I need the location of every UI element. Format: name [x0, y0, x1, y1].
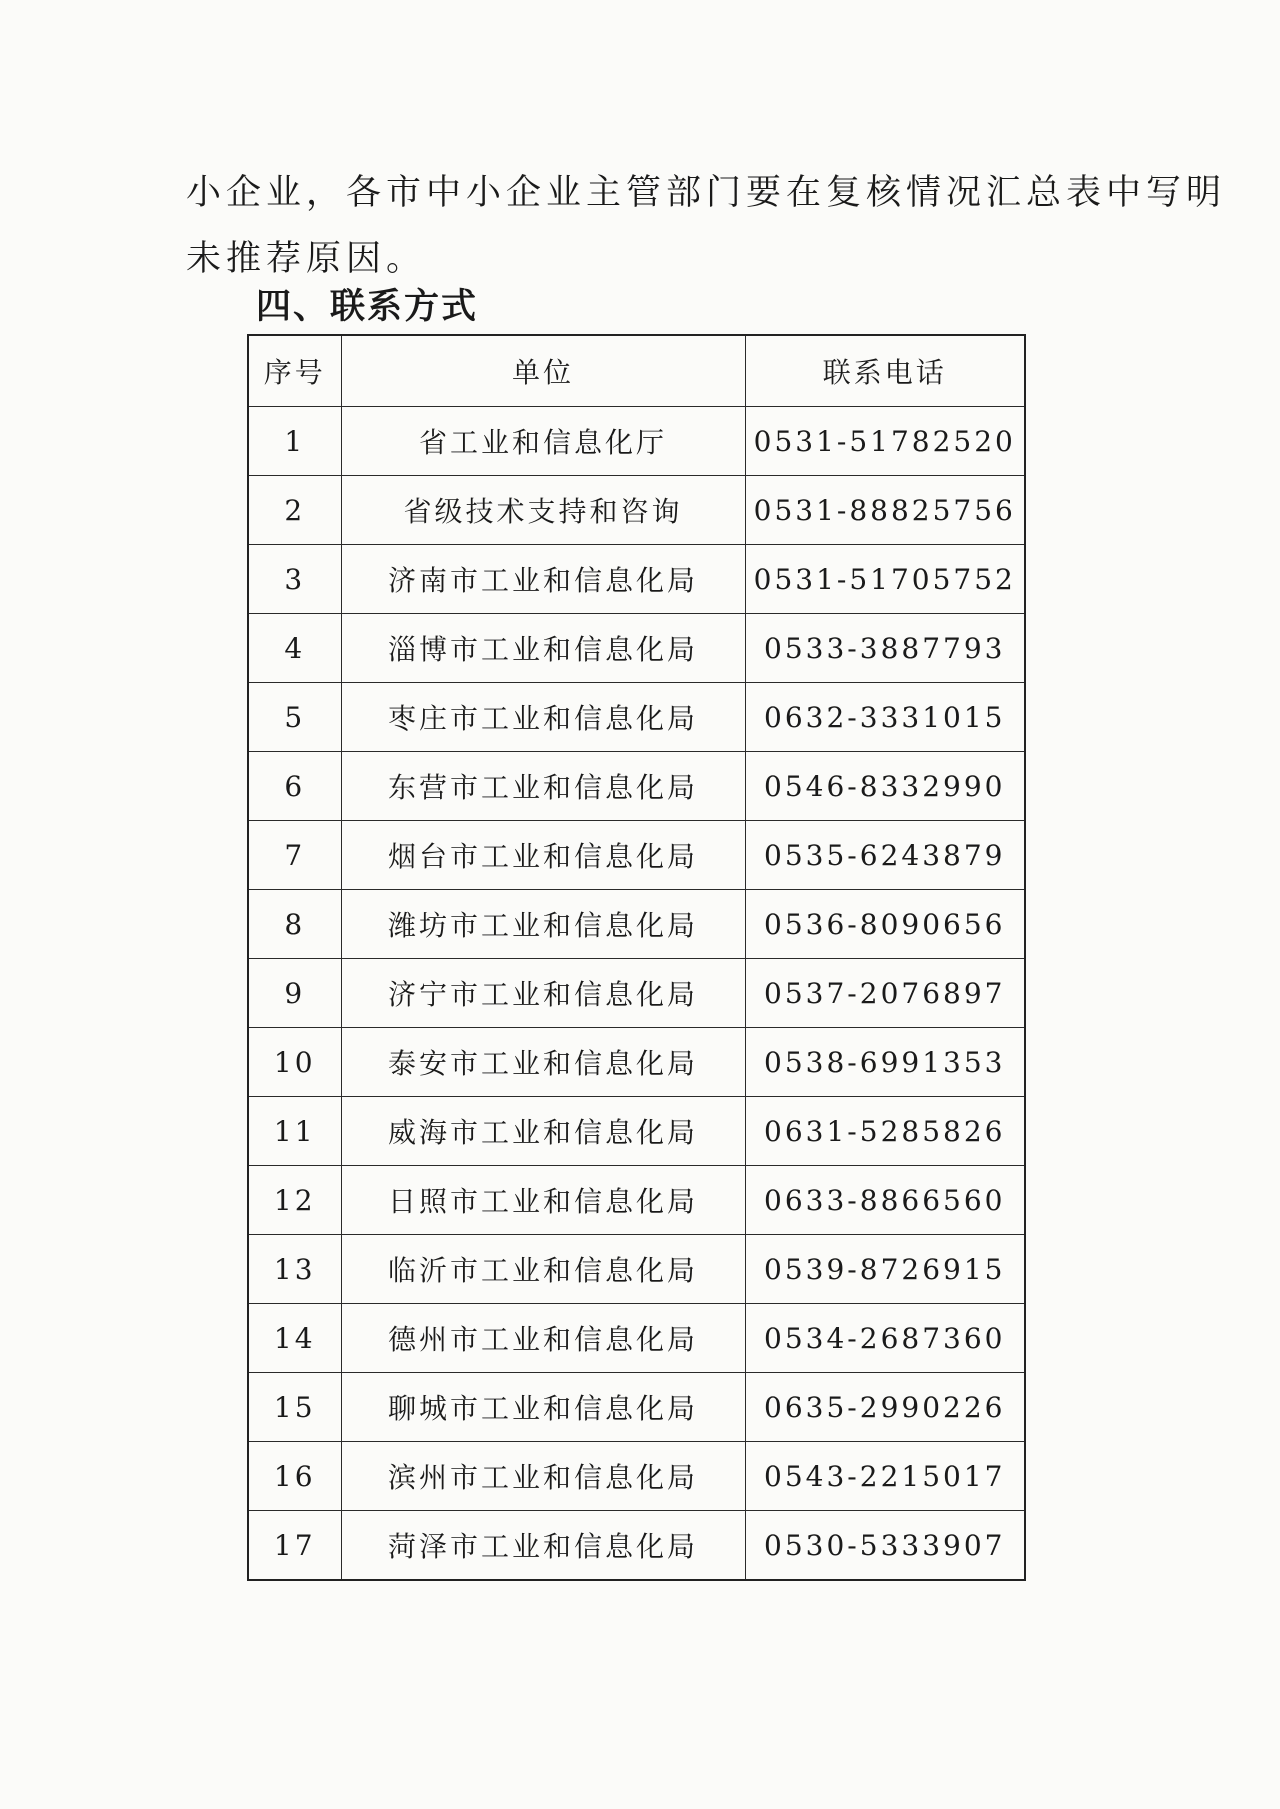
row-number: 5: [248, 683, 341, 752]
row-unit: 临沂市工业和信息化局: [341, 1235, 745, 1304]
table-row: [248, 545, 1025, 614]
row-phone: 0534-2687360: [745, 1304, 1025, 1373]
table-header-row: [248, 335, 1025, 407]
table-row: [248, 407, 1025, 476]
row-phone: 0533-3887793: [745, 614, 1025, 683]
header-unit: 单位: [341, 335, 745, 407]
row-unit: 德州市工业和信息化局: [341, 1304, 745, 1373]
row-unit: 济宁市工业和信息化局: [341, 959, 745, 1028]
table-row: [248, 1442, 1025, 1511]
row-unit: 滨州市工业和信息化局: [341, 1442, 745, 1511]
row-number: 15: [248, 1373, 341, 1442]
row-number: 11: [248, 1097, 341, 1166]
row-unit: 菏泽市工业和信息化局: [341, 1511, 745, 1581]
row-phone: 0633-8866560: [745, 1166, 1025, 1235]
table-row: [248, 752, 1025, 821]
row-number: 1: [248, 407, 341, 476]
row-phone: 0539-8726915: [745, 1235, 1025, 1304]
table-row: [248, 1511, 1025, 1581]
row-unit: 济南市工业和信息化局: [341, 545, 745, 614]
table-row: [248, 1166, 1025, 1235]
row-number: 17: [248, 1511, 341, 1581]
row-phone: 0531-51782520: [745, 407, 1025, 476]
row-phone: 0531-88825756: [745, 476, 1025, 545]
table-row: [248, 821, 1025, 890]
row-number: 13: [248, 1235, 341, 1304]
row-phone: 0536-8090656: [745, 890, 1025, 959]
section-heading: 四、联系方式: [256, 287, 479, 327]
row-number: 14: [248, 1304, 341, 1373]
table-row: [248, 959, 1025, 1028]
table-row: [248, 1235, 1025, 1304]
table-row: [248, 683, 1025, 752]
row-phone: 0535-6243879: [745, 821, 1025, 890]
row-number: 16: [248, 1442, 341, 1511]
row-unit: 泰安市工业和信息化局: [341, 1028, 745, 1097]
row-number: 6: [248, 752, 341, 821]
row-unit: 省工业和信息化厅: [341, 407, 745, 476]
row-phone: 0538-6991353: [745, 1028, 1025, 1097]
header-serial-number: 序号: [248, 335, 341, 407]
row-phone: 0546-8332990: [745, 752, 1025, 821]
table-row: [248, 1373, 1025, 1442]
row-phone: 0632-3331015: [745, 683, 1025, 752]
row-unit: 潍坊市工业和信息化局: [341, 890, 745, 959]
row-number: 8: [248, 890, 341, 959]
row-phone: 0537-2076897: [745, 959, 1025, 1028]
row-number: 2: [248, 476, 341, 545]
table-row: [248, 476, 1025, 545]
row-number: 12: [248, 1166, 341, 1235]
row-unit: 省级技术支持和咨询: [341, 476, 745, 545]
contacts-table: [247, 334, 1026, 1581]
row-phone: 0530-5333907: [745, 1511, 1025, 1581]
row-number: 9: [248, 959, 341, 1028]
table-row: [248, 1028, 1025, 1097]
body-paragraph: [186, 160, 1227, 292]
row-number: 7: [248, 821, 341, 890]
row-number: 4: [248, 614, 341, 683]
row-unit: 威海市工业和信息化局: [341, 1097, 745, 1166]
row-phone: 0531-51705752: [745, 545, 1025, 614]
header-phone: 联系电话: [745, 335, 1025, 407]
row-phone: 0635-2990226: [745, 1373, 1025, 1442]
paragraph-line-1: 小企业，各市中小企业主管部门要在复核情况汇总表中写明: [186, 173, 1227, 213]
row-unit: 东营市工业和信息化局: [341, 752, 745, 821]
row-unit: 烟台市工业和信息化局: [341, 821, 745, 890]
table-row: [248, 1097, 1025, 1166]
table-row: [248, 1304, 1025, 1373]
row-phone: 0631-5285826: [745, 1097, 1025, 1166]
paragraph-line-2: 未推荐原因。: [186, 239, 427, 279]
row-phone: 0543-2215017: [745, 1442, 1025, 1511]
row-unit: 枣庄市工业和信息化局: [341, 683, 745, 752]
row-unit: 淄博市工业和信息化局: [341, 614, 745, 683]
table-row: [248, 614, 1025, 683]
table-row: [248, 890, 1025, 959]
row-number: 3: [248, 545, 341, 614]
row-unit: 聊城市工业和信息化局: [341, 1373, 745, 1442]
row-unit: 日照市工业和信息化局: [341, 1166, 745, 1235]
row-number: 10: [248, 1028, 341, 1097]
